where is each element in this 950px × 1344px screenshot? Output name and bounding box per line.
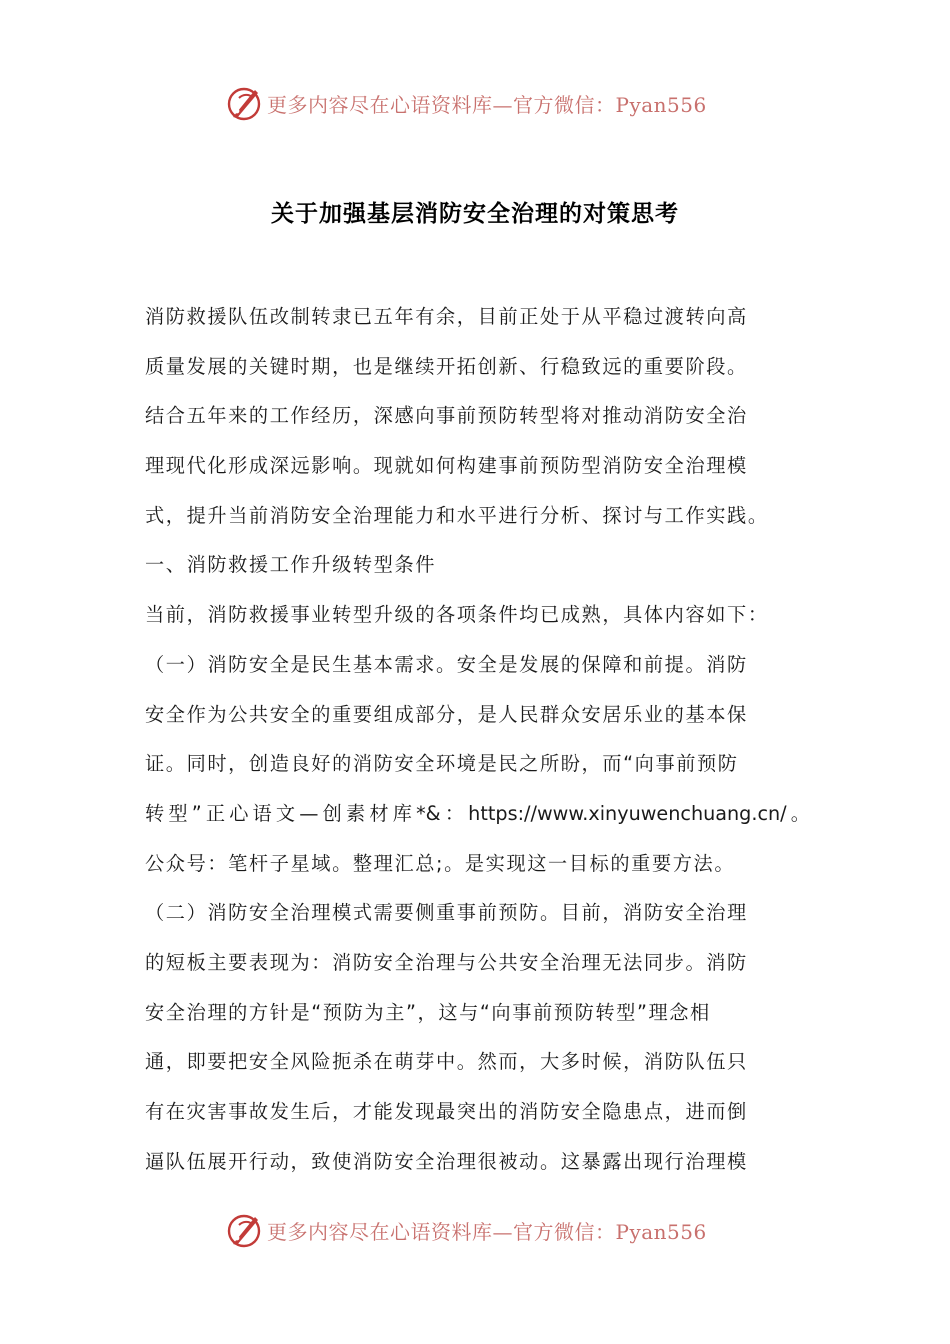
text-line: 的短板主要表现为：消防安全治理与公共安全治理无法同步。消防 — [145, 950, 748, 974]
watermark-text: 更多内容尽在心语资料库—官方微信：Pyan556 — [267, 92, 707, 117]
footer-watermark — [225, 1210, 707, 1250]
header-watermark — [225, 83, 707, 123]
text-line: 式，提升当前消防安全治理能力和水平进行分析、探讨与工作实践。 — [145, 503, 769, 527]
text-line: 证。同时，创造良好的消防安全环境是民之所盼，而“向事前预防 — [145, 752, 739, 776]
watermark-text: 更多内容尽在心语资料库—官方微信：Pyan556 — [267, 1219, 707, 1244]
text-line: 结合五年来的工作经历，深感向事前预防转型将对推动消防安全治 — [145, 404, 748, 428]
text-line: 安全作为公共安全的重要组成部分，是人民群众安居乐业的基本保 — [145, 702, 748, 726]
text-line: （二）消防安全治理模式需要侧重事前预防。目前，消防安全治理 — [145, 901, 748, 925]
document-title: 关于加强基层消防安全治理的对策思考 — [271, 201, 679, 228]
text-line: 消防救援队伍改制转隶已五年有余，目前正处于从平稳过渡转向高 — [145, 305, 748, 328]
text-line: 理现代化形成深远影响。现就如何构建事前预防型消防安全治理模 — [145, 454, 748, 478]
text-line: 通，即要把安全风险扼杀在萌芽中。然而，大多时候，消防队伍只 — [145, 1050, 748, 1074]
text-line: 质量发展的关键时期，也是继续开拓创新、行稳致远的重要阶段。 — [145, 354, 748, 378]
text-line: 公众号：笔杆子星域。整理汇总;。是实现这一目标的重要方法。 — [145, 851, 736, 875]
text-line: 安全治理的方针是“预防为主”，这与“向事前预防转型”理念相 — [145, 1000, 711, 1024]
quill-seal-icon — [225, 84, 263, 122]
text-line: 当前，消防救援事业转型升级的各项条件均已成熟，具体内容如下： — [145, 603, 769, 627]
quill-seal-icon — [225, 1211, 263, 1249]
text-line: （一）消防安全是民生基本需求。安全是发展的保障和前提。消防 — [145, 652, 748, 676]
section-heading: 一、消防救援工作升级转型条件 — [145, 553, 437, 577]
text-line: 有在灾害事故发生后，才能发现最突出的消防安全隐患点，进而倒 — [145, 1100, 748, 1123]
text-line: 逼队伍展开行动，致使消防安全治理很被动。这暴露出现行治理模 — [145, 1149, 748, 1173]
document-body — [145, 292, 810, 1186]
text-line-url: 转型”正心语文—创素材库*&：https://www.xinyuwenchuang.cn/。 — [145, 801, 810, 825]
